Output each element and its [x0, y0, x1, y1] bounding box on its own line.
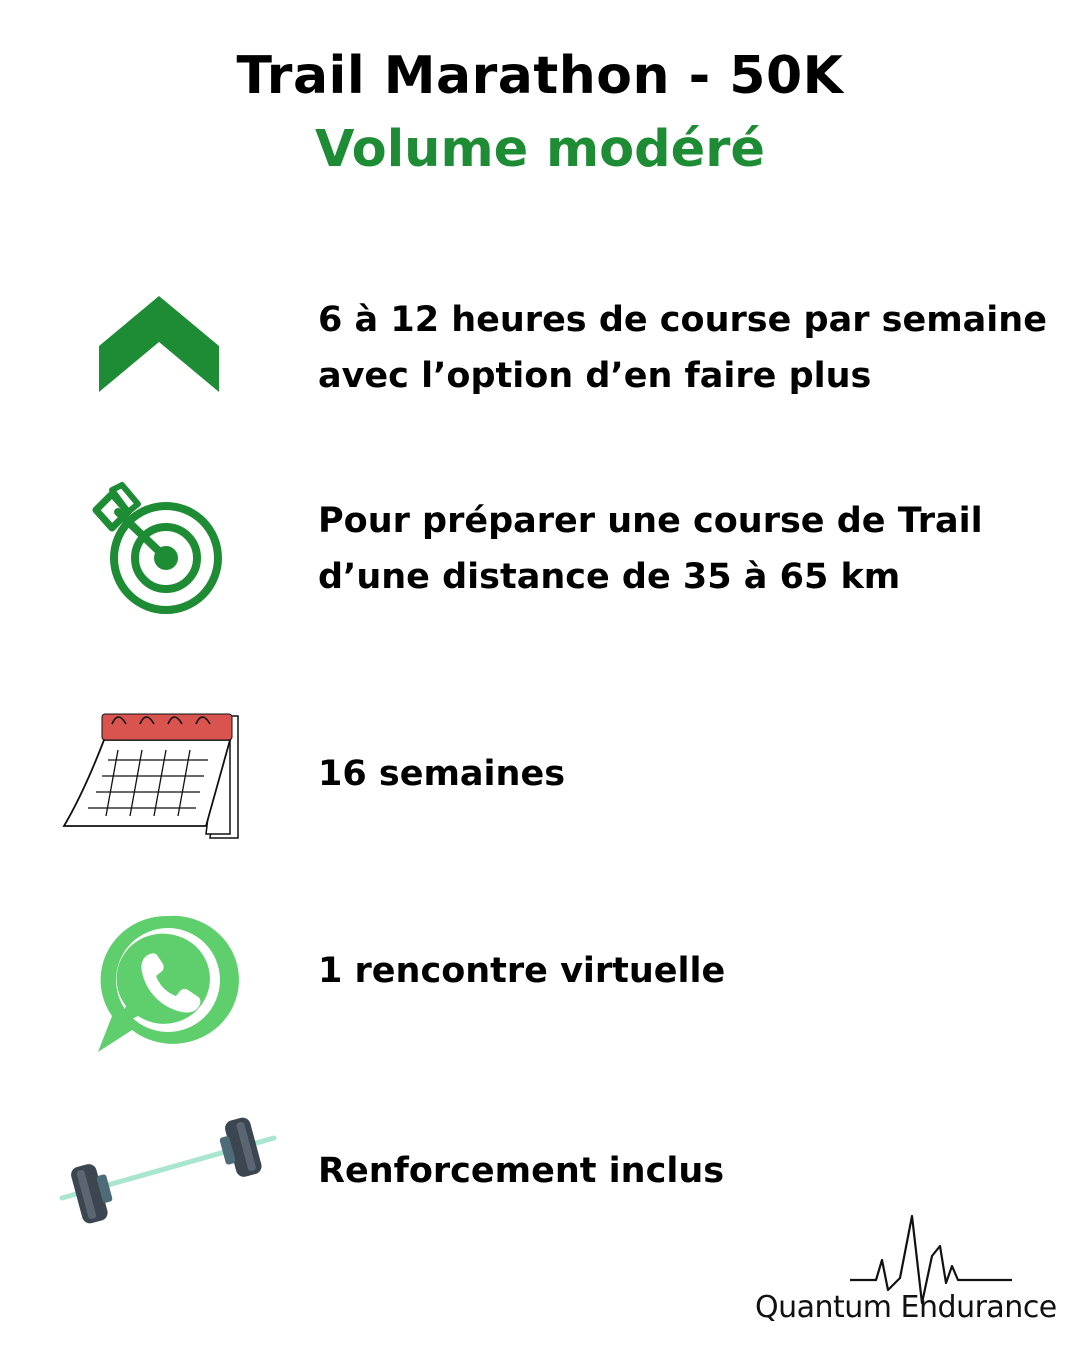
brand-logo-text: Quantum Endurance	[755, 1290, 1057, 1325]
barbell-icon	[58, 1112, 280, 1228]
feature-hours	[318, 292, 1058, 404]
feature-hours-line-2: avec l’option d’en faire plus	[318, 356, 872, 396]
calendar-icon	[60, 704, 245, 844]
feature-distance-line-2: d’une distance de 35 à 65 km	[318, 557, 901, 597]
chevron-up-icon	[96, 294, 222, 396]
target-icon	[88, 482, 228, 617]
feature-strength-line-1: Renforcement inclus	[318, 1151, 725, 1191]
feature-distance-line-1: Pour préparer une course de Trail	[318, 501, 983, 541]
feature-distance	[318, 493, 1058, 605]
page-subtitle: Volume modéré	[314, 120, 765, 179]
page-title: Trail Marathon - 50K	[236, 46, 844, 106]
feature-hours-line-1: 6 à 12 heures de course par semaine	[318, 300, 1047, 340]
feature-duration	[318, 746, 1058, 802]
feature-strength	[318, 1143, 1058, 1199]
feature-meeting-line-1: 1 rencontre virtuelle	[318, 951, 726, 991]
feature-meeting	[318, 943, 1058, 999]
whatsapp-icon	[94, 910, 242, 1056]
feature-duration-line-1: 16 semaines	[318, 754, 566, 794]
